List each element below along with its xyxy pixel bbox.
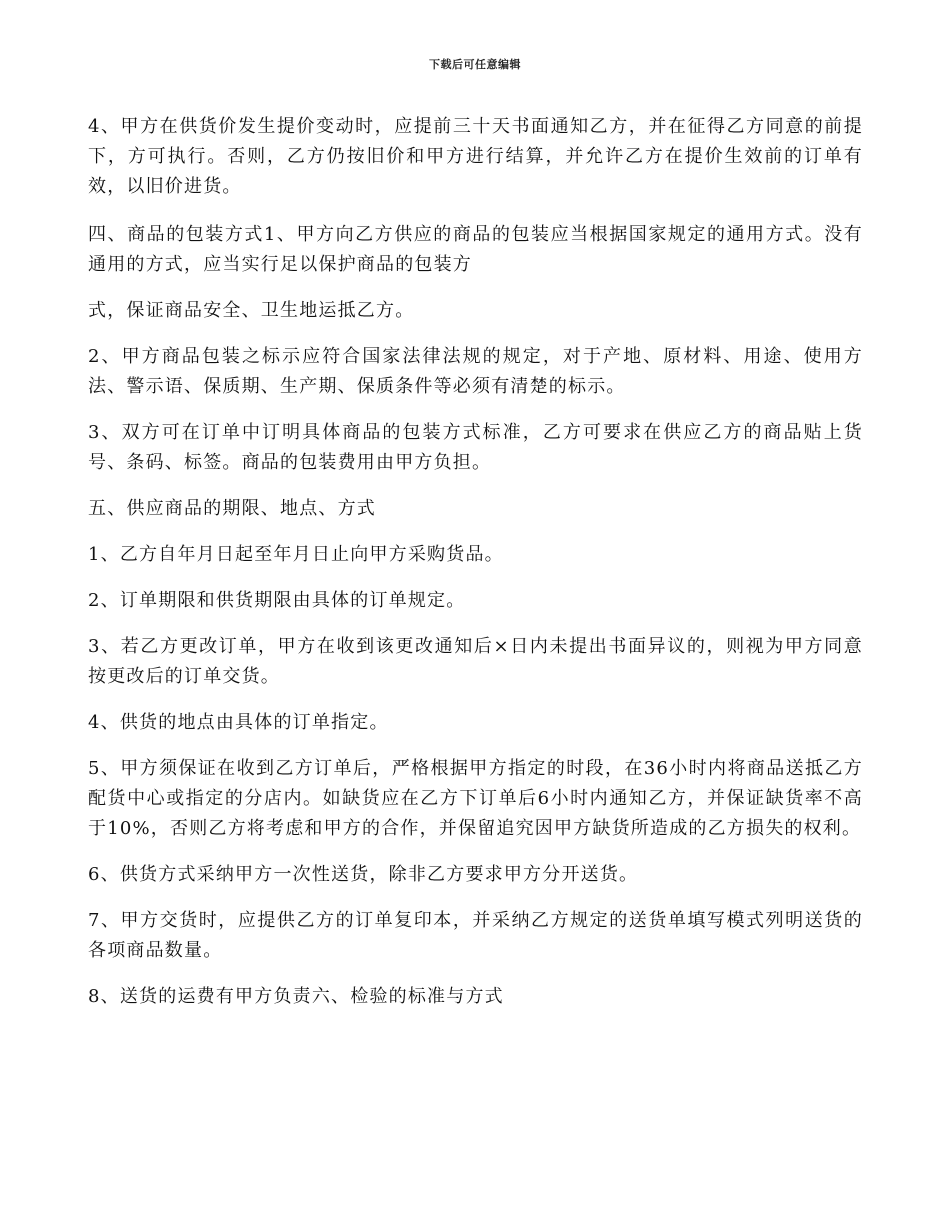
page-header-note: 下载后可任意编辑 [429,58,521,71]
paragraph-delivery-time: 5、甲方须保证在收到乙方订单后，严格根据甲方指定的时段，在36小时内将商品送抵乙方配货中心或指定的分店内。如缺货应在乙方下订单后6小时内通知乙方，并保证缺货率不高于10%，否则乙方将考虑和甲方的合作，并保留追究因甲方缺货所造成的乙方损失的权利。 [88,758,863,839]
paragraph-order-period: 2、订单期限和供货期限由具体的订单规定。 [88,590,466,611]
paragraph-price-change: 4、甲方在供货价发生提价变动时，应提前三十天书面通知乙方，并在征得乙方同意的前提下，方可执行。否则，乙方仍按旧价和甲方进行结算，并允许乙方在提价生效前的订单有效，以旧价进货。 [88,116,863,197]
paragraph-packaging-standard: 3、双方可在订单中订明具体商品的包装方式标准，乙方可要求在供应乙方的商品贴上货号、条码、标签。商品的包装费用由甲方负担。 [88,422,863,473]
paragraph-delivery-method: 6、供货方式采纳甲方一次性送货，除非乙方要求甲方分开送货。 [88,864,639,885]
paragraph-purchase-period: 1、乙方自年月日起至年月日止向甲方采购货品。 [88,544,504,565]
paragraph-order-change: 3、若乙方更改订单，甲方在收到该更改通知后×日内未提出书面异议的，则视为甲方同意按更改后的订单交货。 [88,636,863,687]
paragraph-delivery-location: 4、供货的地点由具体的订单指定。 [88,712,389,733]
paragraph-packaging-labels: 2、甲方商品包装之标示应符合国家法律法规的规定，对于产地、原材料、用途、使用方法、警示语、保质期、生产期、保质条件等必须有清楚的标示。 [88,346,863,397]
paragraph-packaging-continuation: 式，保证商品安全、卫生地运抵乙方。 [88,300,415,321]
section-heading-supply: 五、供应商品的期限、地点、方式 [88,498,376,519]
paragraph-delivery-documents: 7、甲方交货时，应提供乙方的订单复印本，并采纳乙方规定的送货单填写模式列明送货的各项商品数量。 [88,910,863,961]
paragraph-freight-inspection: 8、送货的运费有甲方负责六、检验的标准与方式 [88,986,504,1007]
document-body [88,112,863,1012]
paragraph-packaging-heading: 四、商品的包装方式1、甲方向乙方供应的商品的包装应当根据国家规定的通用方式。没有通用的方式，应当实行足以保护商品的包装方 [88,224,863,275]
